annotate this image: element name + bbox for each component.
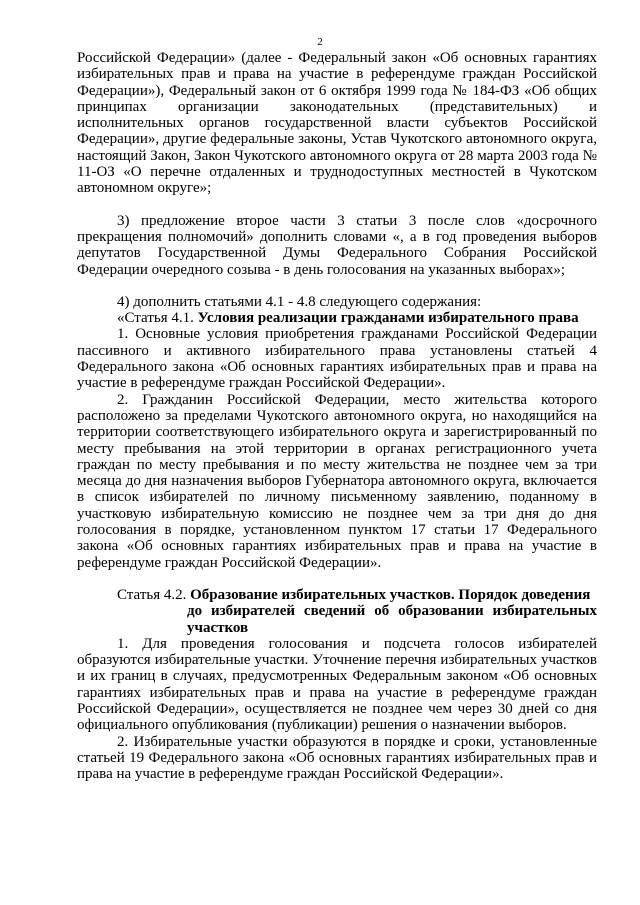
spacer (77, 278, 597, 294)
document-body (77, 50, 597, 782)
article-4-2-title-line1: Образование избирательных участков. Порядок доведения (190, 586, 591, 603)
article-4-2-title-rest: до избирателей сведений об образовании избирательных участков (187, 603, 597, 636)
article-4-1-title: Условия реализации гражданами избирательного права (197, 310, 579, 327)
spacer (77, 197, 597, 213)
article-4-1-clause-1: 1. Основные условия приобретения гражданами Российской Федерации пассивного и активного избирательного права установлены статьей 4 Федерального закона «Об основных гарантиях избирательных прав и права на участие в референдуме граждан Российской Федерации». (77, 326, 597, 392)
article-4-1-clause-2: 2. Гражданин Российской Федерации, место жительства которого расположено за пределами Чукотского автономного округа, но находящийся на территории соответствующего избирательного округа и зарегистрированный по месту пребывания на этой территории в органах регистрационного учета граждан по месту пребывания и по месту жительства не позднее чем за три месяца до дня назначения выборов Губернатора автономного округа, включается в список избирателей по личному письменному заявлению, поданному в участковую избирательную комиссию не позднее чем за три дня до дня голосования в порядке, установленном пунктом 17 статьи 17 Федерального закона «Об основных гарантиях избирательных прав и права на участие в референдуме граждан Российской Федерации». (77, 391, 597, 571)
article-4-2-clause-2: 2. Избирательные участки образуются в порядке и сроки, установленные статьей 19 Федерального закона «Об основных гарантиях избирательных прав и права на участие в референдуме граждан Российской Федерации». (77, 733, 597, 783)
article-4-2-heading-line1 (117, 587, 597, 603)
article-4-2-clause-1: 1. Для проведения голосования и подсчета голосов избирателей образуются избирательные участки. Уточнение перечня избирательных участков и их границ в случаях, предусмотренных Федеральным законом «Об основных гарантиях избирательных прав и права на участие в референдуме граждан Российской Федерации», осуществляется не позднее чем через 30 дней со дня официального опубликования (публикации) решения о назначении выборов. (77, 635, 597, 734)
paragraph-continuation: Российской Федерации» (далее - Федеральный закон «Об основных гарантиях избирательных прав и права на участие в референдуме граждан Российской Федерации»), Федеральный закон от 6 октября 1999 года № 184-ФЗ «Об общих принципах организации законодательных (представительных) и исполнительных органов государственной власти субъектов Российской Федерации», другие федеральные законы, Устав Чукотского автономного округа, настоящий Закон, Закон Чукотского автономного округа от 28 марта 2003 года № 11-ОЗ «О перечне отдаленных и труднодоступных местностей в Чукотском автономном округе»; (77, 50, 597, 197)
article-4-1-prefix: «Статья 4.1. (117, 310, 198, 327)
paragraph-item-4: 4) дополнить статьями 4.1 - 4.8 следующего содержания: (117, 293, 482, 310)
paragraph-item-3: 3) предложение второе части 3 статьи 3 после слов «досрочного прекращения полномочий» дополнить словами «, а в год проведения выборов депутатов Государственной Думы Федерального Собрания Российской Федерации очередного созыва - в день голосования на указанных выборах»; (77, 212, 597, 278)
article-4-2-heading (77, 587, 597, 636)
article-4-2-prefix: Статья 4.2. (117, 586, 191, 603)
page-number: 2 (317, 36, 323, 48)
article-4-1-heading (77, 310, 597, 326)
